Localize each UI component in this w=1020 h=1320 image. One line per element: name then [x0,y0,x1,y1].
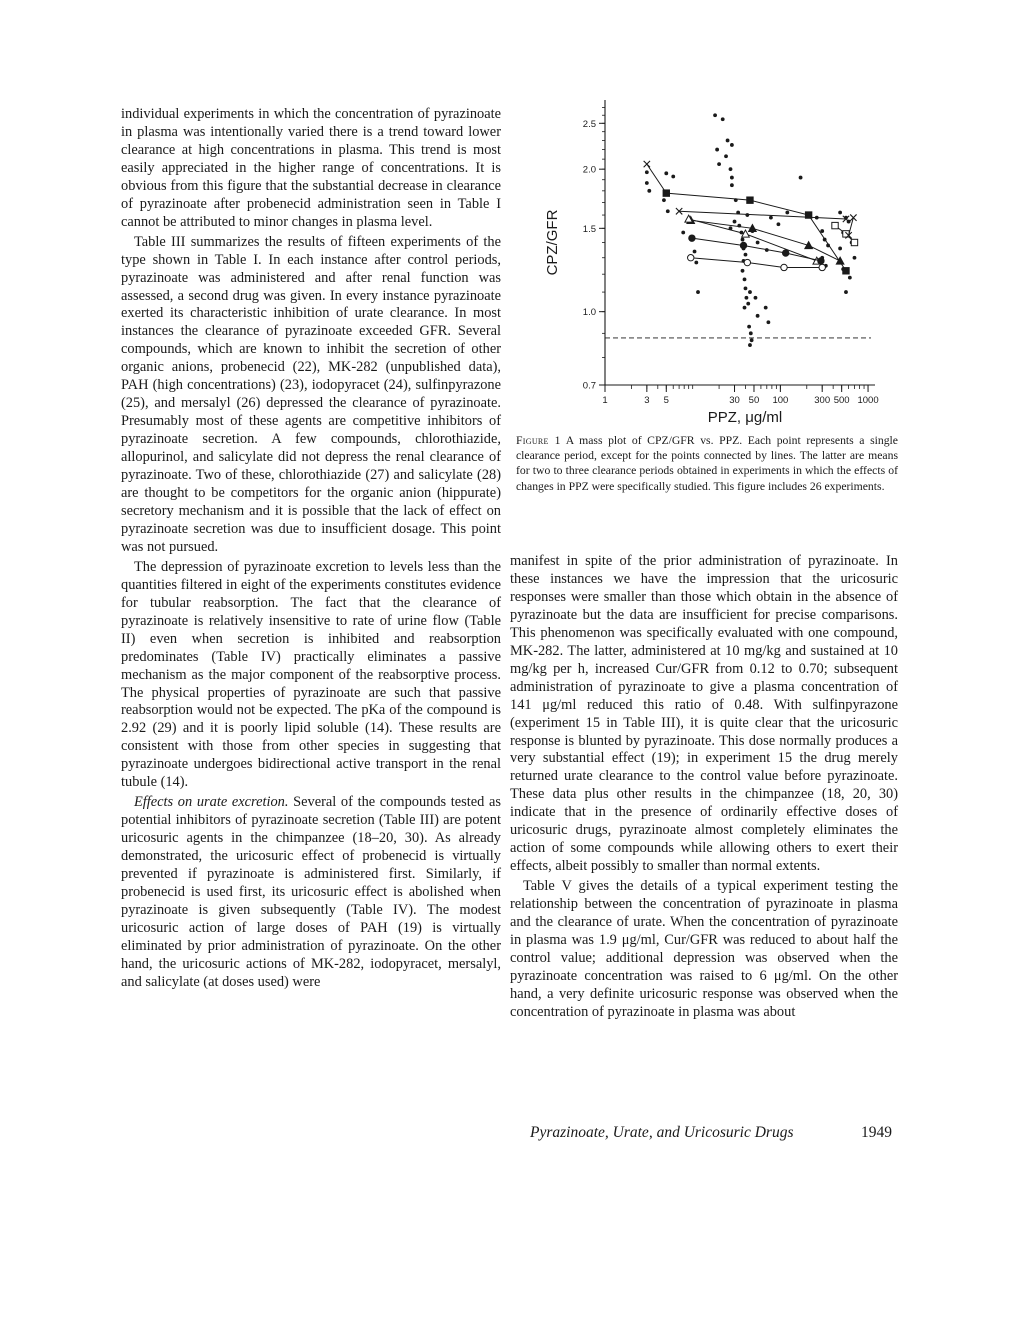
caption-text: A mass plot of CPZ/GFR vs. PPZ. Each point represents a single clearance period, except for the points connected by lines. The latter are means for two to three clearance periods obtained in experiments in which the effects of changes in PPZ were specifically studied. This figure includes 26 experiments. [516,434,898,493]
data-point [671,175,675,179]
figure-1 [515,80,900,426]
y-axis-title: CPZ/GFR [544,209,561,276]
data-point [756,241,760,245]
data-point [777,222,781,226]
series-marker [843,268,849,274]
data-point [744,253,748,257]
scatter-chart [515,80,900,426]
series-marker [747,197,753,203]
data-point [756,314,760,318]
series-marker [850,214,856,220]
x-tick-label: 30 [729,395,740,406]
x-tick-label: 1000 [857,395,879,406]
series-line [691,220,840,261]
x-tick-label: 500 [833,395,850,406]
data-point [838,247,842,251]
data-point [749,331,753,335]
data-point [662,198,666,202]
data-point [693,250,697,254]
data-point [745,296,749,300]
y-tick-label: 2.0 [582,164,596,176]
series-marker [688,255,694,261]
data-point [666,209,670,213]
data-point [741,238,745,242]
series-marker [832,222,838,228]
series-marker [819,264,825,270]
page-footer [530,1124,892,1146]
data-point [645,181,649,185]
data-point [664,171,668,175]
data-point [717,162,721,166]
figure-label: Figure 1 [516,434,561,447]
series-marker [781,264,787,270]
right-column [510,553,898,1024]
data-point [853,256,857,260]
figure-caption [516,433,898,494]
data-point [724,154,728,158]
data-point [681,231,685,235]
x-tick-label: 50 [748,395,760,406]
data-point [696,290,700,294]
data-point [838,211,842,215]
series-line [691,258,822,268]
x-tick-label: 100 [772,395,789,406]
data-point [741,269,745,273]
paragraph: manifest in spite of the prior administration of pyrazinoate. In these instances we have the impression that the uricosuric responses were smaller than those which obtain in the absence of pyrazinoate but the data are insufficient for precise comparisons. This phenomenon was specifically evaluated with one compound, MK-282. The latter, administered at 10 mg/kg and sustained at 10 mg/kg per h, increased Cur/GFR from 0.12 to 0.70; subsequent administration of pyrazinoate to give a plasma concentration of 141 μg/ml reduced this ratio of 0.48. With sulfinpyrazone (experiment 15 in Table III), it is quite clear that the uricosuric response is blunted by pyrazinoate. This dose normally produces a very substantial effect (19); in experiment 15 the drug merely returned urate clearance to the control value before pyrazinoate. These data plus other results in the chimpanzee (18, 20, 30) indicate that in the presence of ordinarily effective doses of uricosuric drugs, pyrazinoate almost completely eliminates the action of some compounds while allowing others to exert their effects, albeit possibly to smaller than normal extents. [510,553,898,875]
data-point [721,117,725,121]
data-point [785,211,789,215]
data-point [743,277,747,281]
series-line [647,164,666,193]
x-tick-label: 5 [663,395,669,406]
data-point [645,170,649,174]
data-point [715,148,719,152]
data-point [754,296,758,300]
data-point [730,143,734,147]
paragraph-body: Several of the compounds tested as potential inhibitors of pyrazinoate secretion (Table III) are potent uricosuric agents in the chimpanzee (18–20, 30). As already demonstrated, the uricosuric effect of probenecid is virtually prevented if pyrazinoate is administered first. Similarly, if probenecid is used first, its uricosuric effect is abolished when pyrazinoate is given subsequently (Table IV). The modest uricosuric action of large doses of PAH (19) is virtually eliminated by prior administration of pyrazinoate. On the other hand, the uricosuric actions of MK-282, iodopyracet, mersalyl, and salicylate (at doses used) were [121,794,501,990]
data-point [647,189,651,193]
data-point [766,320,770,324]
data-point [746,302,750,306]
y-tick-label: 1.0 [582,307,596,319]
data-point [764,306,768,310]
data-point [747,325,751,329]
y-tick-label: 0.7 [582,380,596,392]
y-tick-label: 1.5 [582,223,596,235]
data-point [713,113,717,117]
x-axis-title: PPZ, μg/ml [707,409,783,426]
series-marker [782,250,788,256]
data-point [820,229,824,233]
data-point [743,306,747,310]
data-point [726,139,730,143]
series-marker [744,259,750,265]
data-point [694,261,698,265]
data-point [799,176,803,180]
section-heading: Effects on urate excretion. [134,794,289,811]
data-point [730,176,734,180]
data-point [745,213,749,217]
series-marker [689,235,695,241]
data-point [769,216,773,220]
series-marker [644,161,650,167]
data-point [748,343,752,347]
data-point [729,167,733,171]
data-point [733,220,737,224]
data-point [844,290,848,294]
running-title: Pyrazinoate, Urate, and Uricosuric Drugs [530,1124,794,1141]
x-tick-label: 3 [644,395,650,406]
series-marker [851,239,857,245]
y-tick-label: 2.5 [582,118,596,130]
paragraph [121,794,501,991]
data-point [750,338,754,342]
paragraph: Table V gives the details of a typical experiment testing the relationship between the concentration of pyrazinoate in plasma and the clearance of urate. When the concentration of pyrazinoate in plasma was 1.9 μg/ml, Cur/GFR was reduced to about half the control value; additional depression was observed when the pyrazinoate concentration was raised to 6 μg/ml. On the other hand, a very definite uricosuric response was observed when the concentration of pyrazinoate in plasma was about [510,878,898,1020]
data-point [744,286,748,290]
page-number: 1949 [861,1124,892,1141]
paragraph: The depression of pyrazinoate excretion to levels less than the quantities filtered in eight of the experiments constitutes evidence for tubular reabsorption. The fact that the clearance of pyrazinoate is relatively insensitive to rate of urine flow (Table II) even when secretion is inhibited and reabsorption predominates (Table IV) practically eliminates a passive mechanism as the major component of the reabsorptive process. The physical properties of pyrazinoate are such that passive reabsorption would not be expected. The pKa of the compound is 2.92 (29) and it is poorly lipid soluble (14). These results are consistent with those from other species in suggesting that pyrazinoate undergoes bidirectional active transport in the renal tubule (14). [121,558,501,791]
x-tick-label: 300 [814,395,831,406]
x-tick-label: 1 [602,395,608,406]
paragraph: individual experiments in which the concentration of pyrazinoate in plasma was intentionally varied there is a trend toward lower clearance at high concentrations in plasma. This trend is most easily appreciated in the higher range of concentrations. It is obvious from this figure that the substantial decrease in clearance of pyrazinoate after probenecid administration seen in Table I cannot be attributed to minor changes in plasma level. [121,106,501,230]
paragraph: Table III summarizes the results of fifteen experiments of the type shown in Table I. In each instance after control periods, pyrazinoate was administered and after renal function was assessed, a second drug was given. In every instance pyrazinoate exerted its characteristic inhibition of urate clearance. In most instances the clearance of pyrazinoate exceeded GFR. Several compounds, which are known to inhibit the secretion of other organic anions, probenecid (22), MK-282 (unpublished data), PAH (high concentrations) (23), iodopyracet (24), sulfinpyrazone (25), and mersalyl (26) depressed the clearance of pyrazinoate. Presumably most of these agents are competitive inhibitors of pyrazinoate secretion. A few compounds, chlorothiazide, allopurinol, and salicylate did not depress the renal clearance of pyrazinoate. Two of these, chlorothiazide (27) and salicylate (28) are thought to be competitors for the organic anion (hippurate) secretory mechanism and it is possible that the lack of effect on pyrazinoate secretion was due to insufficient dosage. This point was not pursued. [121,233,501,555]
series-marker [663,190,669,196]
data-point [748,290,752,294]
series-line [679,211,846,219]
series-marker [818,258,824,264]
data-point [848,276,852,280]
left-column [121,106,501,994]
data-point [730,183,734,187]
series-marker [740,242,746,248]
